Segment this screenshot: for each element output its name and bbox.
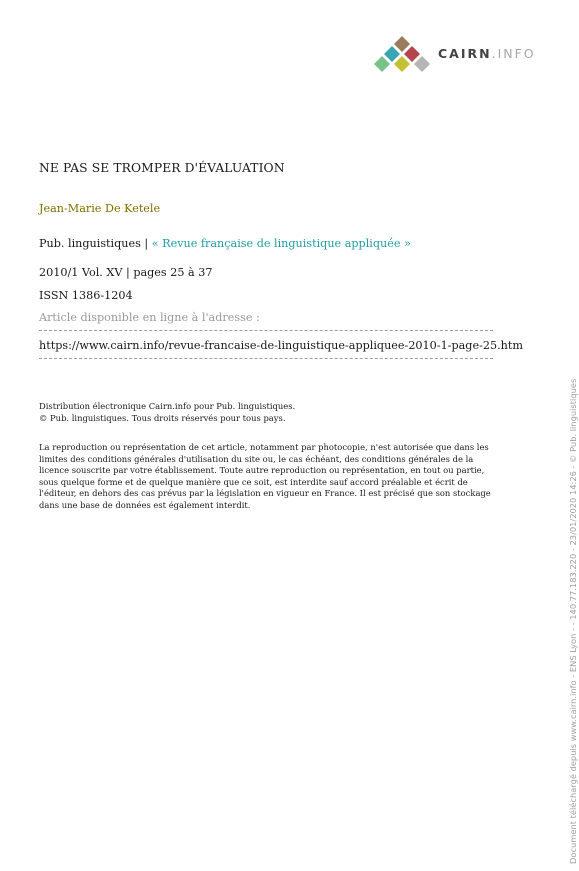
journal-link[interactable]: « Revue française de linguistique appliquée » bbox=[151, 237, 411, 250]
legal-line: limites des conditions générales d'utilisation du site ou, le cas échéant, des conditions générales de la bbox=[39, 453, 474, 464]
article-author-link[interactable]: Jean-Marie De Ketele bbox=[39, 202, 161, 215]
issn-info: ISSN 1386-1204 bbox=[39, 289, 133, 302]
volume-info: 2010/1 Vol. XV | pages 25 à 37 bbox=[39, 266, 213, 279]
distribution-line: Distribution électronique Cairn.info pour Pub. linguistiques. bbox=[39, 401, 296, 411]
legal-line: licence souscrite par votre établissement. Toute autre reproduction ou représentation, en tout ou partie, bbox=[39, 465, 485, 475]
legal-line: l'éditeur, en dehors des cas prévus par la législation en vigueur en France. Il est précisé que son stockage bbox=[39, 488, 491, 498]
logo-brand: CAIRN bbox=[438, 46, 492, 61]
legal-line: La reproduction ou représentation de cet article, notamment par photocopie, n'est autorisée que dans les bbox=[39, 442, 489, 452]
copyright-line: © Pub. linguistiques. Tous droits réservés pour tous pays. bbox=[39, 412, 286, 423]
distribution-notice bbox=[39, 401, 295, 424]
cairn-logo[interactable] bbox=[372, 35, 552, 75]
logo-dot: . bbox=[491, 46, 498, 61]
legal-notice bbox=[39, 442, 549, 511]
publisher-name: Pub. linguistiques | bbox=[39, 237, 149, 250]
url-top-divider bbox=[39, 330, 493, 331]
article-title: NE PAS SE TROMPER D'ÉVALUATION bbox=[39, 161, 285, 175]
cairn-logo-diamonds-icon bbox=[372, 35, 434, 75]
available-online-label: Article disponible en ligne à l'adresse : bbox=[39, 311, 260, 324]
logo-suffix: INFO bbox=[497, 46, 536, 61]
legal-line: sous quelque forme et de quelque manière que ce soit, est interdite sauf accord préalable et écrit de bbox=[39, 476, 468, 487]
cairn-logo-text bbox=[438, 46, 536, 61]
legal-line: dans une base de données est également interdit. bbox=[39, 499, 251, 510]
article-url-link[interactable]: https://www.cairn.info/revue-francaise-de-linguistique-appliquee-2010-1-page-25.htm bbox=[39, 339, 523, 352]
download-watermark-text: Document téléchargé depuis www.cairn.info - ENS Lyon - - 140.77.183.220 - 23/01/2020 14:26 - © Pub. linguistiques bbox=[568, 378, 578, 864]
url-bottom-divider bbox=[39, 358, 493, 359]
publication-line bbox=[39, 237, 411, 250]
